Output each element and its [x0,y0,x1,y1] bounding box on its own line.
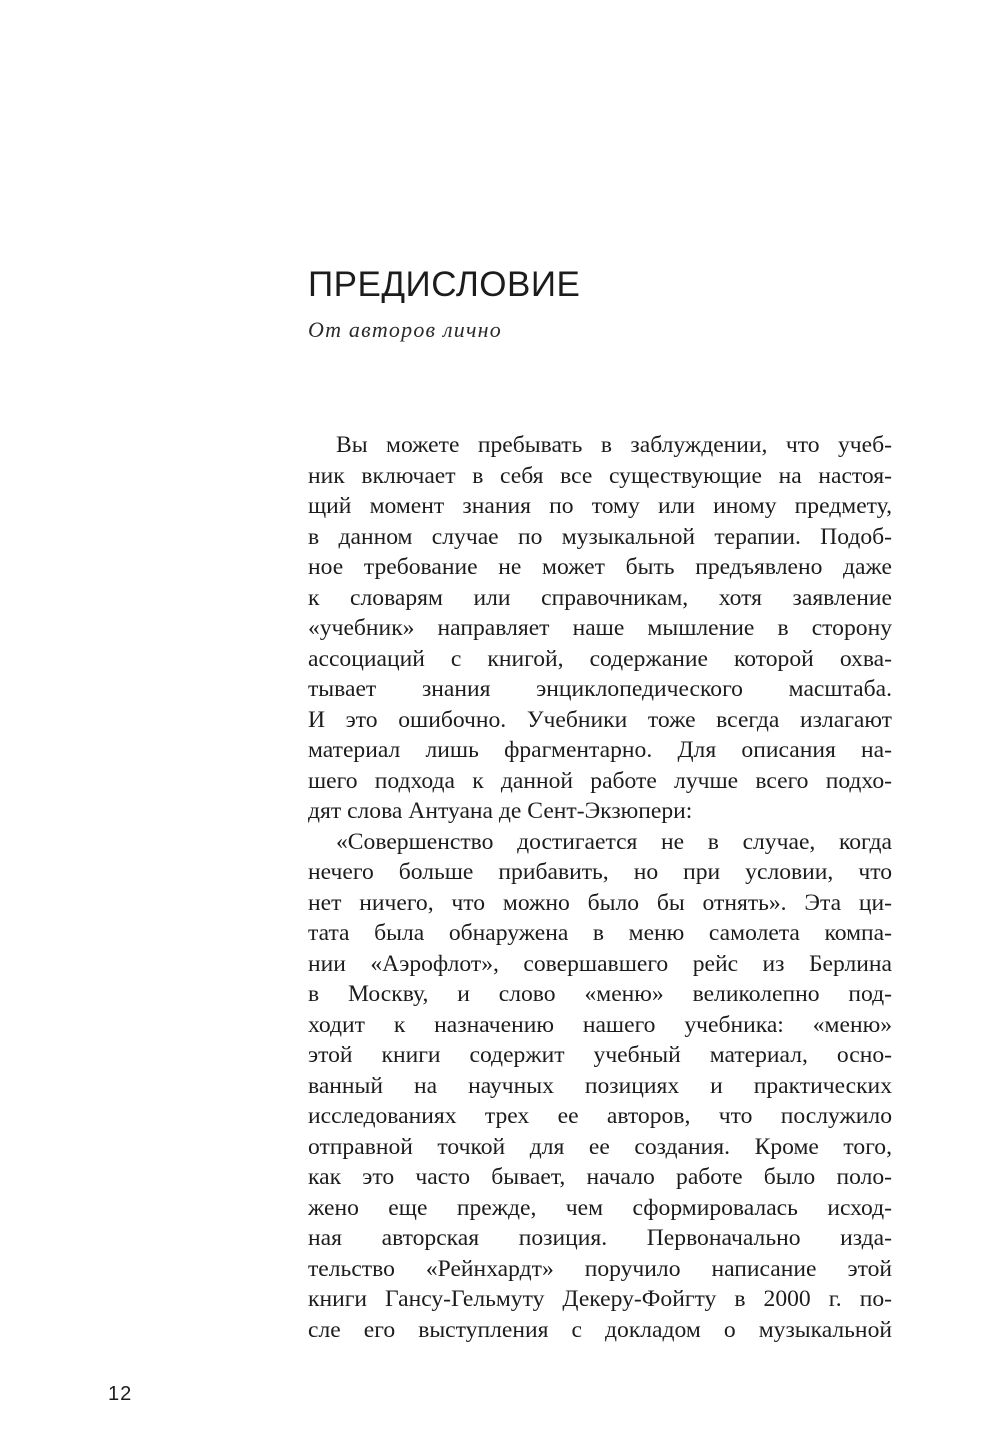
chapter-title: ПРЕДИСЛОВИЕ [308,265,581,304]
text-line: книги Гансу-Гельмуту Декеру-Фойгту в 2000 г. по- [308,1286,892,1312]
page-number: 12 [108,1383,133,1405]
text-line: жено еще прежде, чем сформировалась исход- [308,1194,892,1221]
text-line: нии «Аэрофлот», совершавшего рейс из Берлина [308,950,892,977]
text-line: этой книги содержит учебный материал, осно- [308,1042,892,1068]
text-line: ник включает в себя все существующие на настоя- [308,462,892,489]
text-line: «Совершенство достигается не в случае, когда [336,828,892,855]
text-line: шего подхода к данной работе лучше всего подхо- [308,767,892,794]
text-line: дят слова Антуана де Сент-Экзюпери: [308,798,693,824]
text-line: ное требование не может быть предъявлено даже [308,554,892,580]
text-line: «учебник» направляет наше мышление в сторону [308,615,892,641]
text-line: отправной точкой для ее создания. Кроме того, [308,1133,892,1160]
text-line: ная авторская позиция. Первоначально изда- [308,1225,892,1251]
text-line: щий момент знания по тому или иному предмету, [308,493,892,519]
text-line: тельство «Рейнхардт» поручило написание этой [308,1255,892,1282]
body-text [308,430,892,1345]
text-line: исследованиях трех ее авторов, что послужило [308,1103,892,1129]
text-line: материал лишь фрагментарно. Для описания на- [308,737,892,763]
text-line: к словарям или справочникам, хотя заявление [308,584,892,611]
text-line: И это ошибочно. Учебники тоже всегда излагают [308,706,892,733]
text-line: нет ничего, что можно было бы отнять». Эта ци- [308,889,892,916]
text-line: Вы можете пребывать в заблуждении, что учеб- [336,432,892,458]
text-line: тывает знания энциклопедического масштаба. [308,676,892,702]
text-line: ходит к назначению нашего учебника: «меню» [308,1011,892,1038]
chapter-subtitle: От авторов лично [308,317,502,342]
text-line: ванный на научных позициях и практических [308,1072,892,1099]
text-line: в данном случае по музыкальной терапии. Подоб- [308,523,892,550]
text-line: тата была обнаружена в меню самолета компа- [308,920,892,946]
text-line: ассоциаций с книгой, содержание которой охва- [308,645,892,672]
text-line: в Москву, и слово «меню» великолепно под- [308,981,892,1007]
text-line: как это часто бывает, начало работе было поло- [308,1164,892,1190]
text-line: нечего больше прибавить, но при условии, что [308,859,892,885]
text-line: сле его выступления с докладом о музыкальной [308,1316,892,1343]
